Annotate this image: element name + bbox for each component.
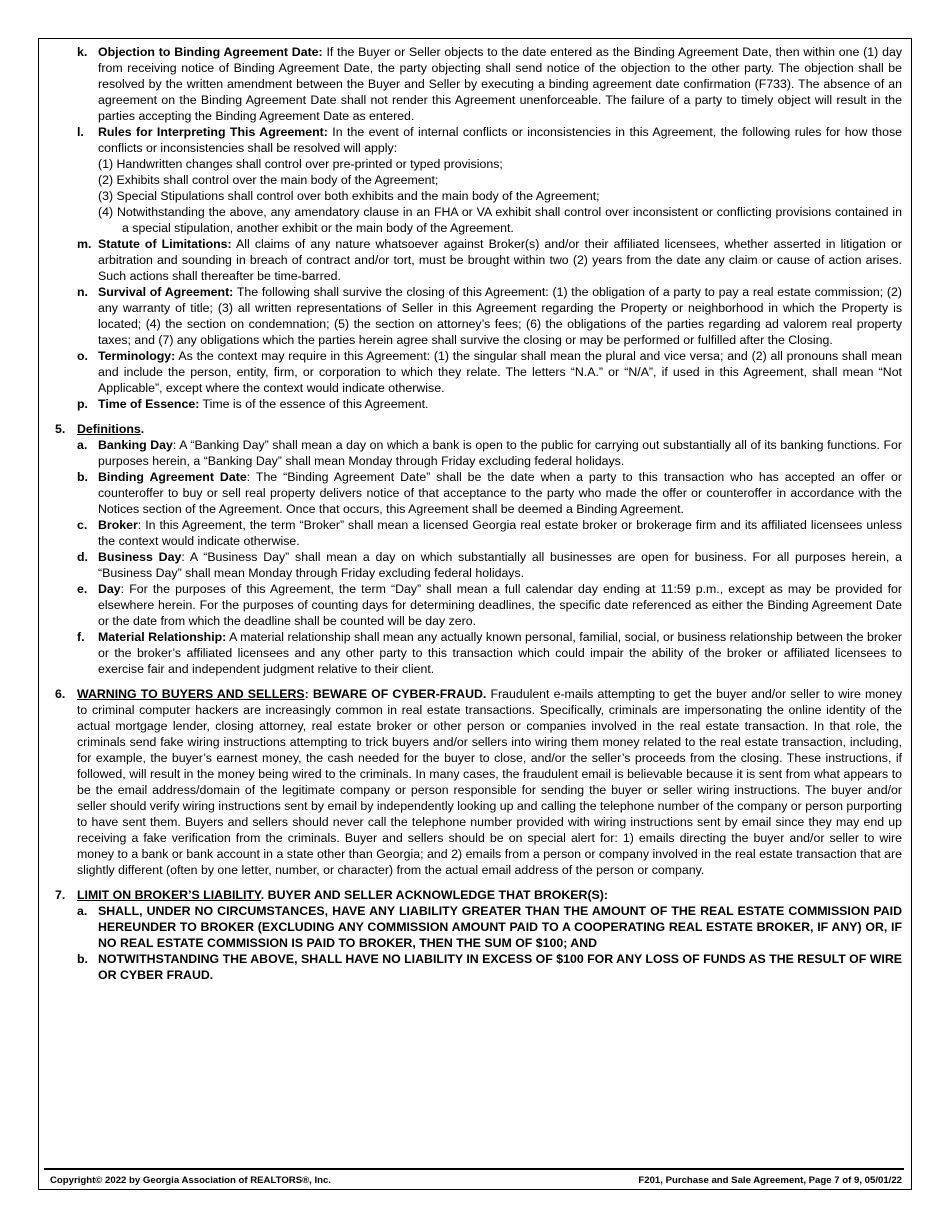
clause-title: Material Relationship: — [98, 630, 227, 644]
section-heading: WARNING TO BUYERS AND SELLERS — [77, 687, 305, 701]
clause-label: n. — [77, 285, 88, 299]
clause-text: If the Buyer or Seller objects to the date entered as the Binding Agreement Date, then within one (1) day from receiving notice of Binding Agreement Date, the party objecting shall send notice of the objection to the other party. The objection shall be resolved by the written amendment between the Buyer and Seller by executing a binding agreement date confirmation (F733). The absence of an agreement on the Binding Agreement Date shall not render this Agreement unenforceable. The failure of a party to timely object will result in the parties accepting the Binding Agreement Date as entered. — [98, 45, 902, 123]
clause-title: Rules for Interpreting This Agreement: — [98, 125, 328, 139]
clause-text: Time is of the essence of this Agreement. — [199, 397, 429, 411]
clause-text: In the event of internal conflicts or inconsistencies in this Agreement, the following rules for how those conflicts or inconsistencies shall be resolved will apply: — [98, 125, 903, 155]
clause-title: Business Day — [98, 550, 182, 564]
rule-item — [55, 172, 902, 188]
rule-item — [55, 156, 902, 172]
clause-o — [55, 348, 902, 396]
clause-label: c. — [77, 518, 88, 532]
clause-title: Banking Day — [98, 438, 173, 452]
clause-label: k. — [77, 45, 88, 59]
clause-label: l. — [77, 125, 84, 139]
clause-label: b. — [77, 952, 88, 966]
definition-banking-day — [55, 437, 902, 469]
clause-title: Objection to Binding Agreement Date: — [98, 45, 323, 59]
clause-text: : The “Binding Agreement Date” shall be the date when a party to this transaction who has accepted an offer or counteroffer to buy or sell real property delivers notice of that acceptance to the party who made the offer or counteroffer in accordance with the Notices section of the Agreement. Once that occurs, this Agreement shall be deemed a Binding Agreement. — [98, 470, 902, 516]
rule-text: (1) Handwritten changes shall control over pre-printed or typed provisions; — [98, 157, 503, 171]
clause-text: : In this Agreement, the term “Broker” shall mean a licensed Georgia real estate broker or brokerage firm and its affiliated licensees unless the context would indicate otherwise. — [98, 518, 902, 548]
rule-text: (2) Exhibits shall control over the main body of the Agreement; — [98, 173, 439, 187]
clause-label: p. — [77, 397, 88, 411]
clause-label: f. — [77, 630, 85, 644]
definition-material-relationship — [55, 629, 902, 677]
clause-label: b. — [77, 470, 88, 484]
clause-title: Time of Essence: — [98, 397, 200, 411]
definition-day — [55, 581, 902, 629]
rule-text: (3) Special Stipulations shall control over both exhibits and the main body of the Agreement; — [98, 189, 600, 203]
clause-title: Terminology: — [98, 349, 176, 363]
clause-label: a. — [77, 904, 88, 918]
clause-label: e. — [77, 582, 88, 596]
definition-business-day — [55, 549, 902, 581]
section-heading: LIMIT ON BROKER’S LIABILITY — [77, 888, 261, 902]
clause-l — [55, 124, 902, 156]
definition-binding-agreement-date — [55, 469, 902, 517]
clause-text: All claims of any nature whatsoever against Broker(s) and/or their affiliated licensees, whether asserted in litigation or arbitration and sounding in breach of contract and/or tort, must be brought within two (2) years from the date any claim or cause of action arises. Such actions shall thereafter be time-barred. — [98, 237, 902, 283]
clause-text: : A “Banking Day” shall mean a day on which a bank is open to the public for carrying out substantially all of its banking functions. For purposes herein, a “Banking Day” shall mean Monday through Friday excluding federal holidays. — [98, 438, 902, 468]
clause-title: Statute of Limitations: — [98, 237, 232, 251]
clause-title: Survival of Agreement: — [98, 285, 234, 299]
clause-text: : A “Business Day” shall mean a day on which substantially all businesses are open for business. For all purposes herein, a “Business Day” shall mean Monday through Friday excluding federal holidays. — [98, 550, 902, 580]
document-body — [55, 44, 902, 983]
section-heading-rest: : BEWARE OF CYBER-FRAUD. — [304, 687, 487, 701]
liability-clause-a — [55, 903, 902, 951]
footer-form-info: F201, Purchase and Sale Agreement, Page 7 of 9, 05/01/22 — [638, 1175, 902, 1186]
clause-text: As the context may require in this Agreement: (1) the singular shall mean the plural and vice versa; and (2) all pronouns shall mean and include the person, entity, firm, or corporation to which they relate. The letters “N.A.” or “N/A”, if used in this Agreement, shall mean “Not Applicable”, except where the context would indicate otherwise. — [98, 349, 902, 395]
liability-clause-b — [55, 951, 902, 983]
clause-text: NOTWITHSTANDING THE ABOVE, SHALL HAVE NO LIABILITY IN EXCESS OF $100 FOR ANY LOSS OF FUNDS AS THE RESULT OF WIRE OR CYBER FRAUD. — [98, 952, 902, 982]
clause-label: a. — [77, 438, 88, 452]
definition-broker — [55, 517, 902, 549]
section-cyber-fraud-warning — [55, 686, 902, 878]
clause-label: d. — [77, 550, 88, 564]
clause-title: Day — [98, 582, 121, 596]
clause-text: A material relationship shall mean any actually known personal, familial, social, or business relationship between the broker or the broker’s affiliated licensees and any other party to this transaction which could impair the ability of the broker or affiliated licensees to exercise fair and independent judgment relative to their client. — [98, 630, 902, 676]
clause-title: Broker — [98, 518, 138, 532]
clause-label: o. — [77, 349, 88, 363]
section-text: Fraudulent e-mails attempting to get the buyer and/or seller to wire money to criminal computer hackers are increasingly common in real estate transactions. Specifically, criminals are impersonating the online identity of the actual mortgage lender, closing attorney, real estate broker or other person or companies involved in the real estate transaction. In that role, the criminals send fake wiring instructions attempting to trick buyers and/or sellers into wiring them money related to the real estate transaction, including, for example, the buyer’s earnest money, the cash needed for the buyer to close, and/or the seller’s proceeds from the closing. These instructions, if followed, will result in the money being wired to the criminals. In many cases, the fraudulent email is believable because it is sent from what appears to be the email address/domain of the legitimate company or person responsible for sending the buyer or seller wiring instructions. The buyer and/or seller should verify wiring instructions sent by email by independently looking up and calling the telephone number of the company or person purporting to have sent them. Buyers and sellers should never call the telephone number provided with wiring instructions sent by email since they may end up receiving a fake verification from the criminals. Buyer and sellers should be on special alert for: 1) emails directing the buyer and/or seller to wire money to a bank or bank account in a state other than Georgia; and 2) emails from a person or company involved in the real estate transaction that are slightly different (often by one letter, number, or character) from the actual email address of the person or company. — [77, 687, 903, 877]
clause-p — [55, 396, 902, 412]
footer-divider — [44, 1168, 904, 1170]
section-definitions — [55, 421, 902, 437]
section-heading-suffix: . — [140, 422, 145, 436]
section-number: 6. — [55, 687, 66, 701]
clause-n — [55, 284, 902, 348]
clause-text: SHALL, UNDER NO CIRCUMSTANCES, HAVE ANY LIABILITY GREATER THAN THE AMOUNT OF THE REAL ESTATE COMMISSION PAID HEREUNDER TO BROKER (EXCLUDING ANY COMMISSION AMOUNT PAID TO A COOPERATING REAL ESTATE BROKER, IF ANY) OR, IF NO REAL ESTATE COMMISSION IS PAID TO BROKER, THEN THE SUM OF $100; AND — [98, 904, 902, 950]
clause-label: m. — [77, 237, 92, 251]
rule-item — [55, 204, 902, 236]
clause-k — [55, 44, 902, 124]
clause-text: : For the purposes of this Agreement, the term “Day” shall mean a full calendar day ending at 11:59 p.m., except as may be provided for elsewhere herein. For the purposes of counting days for determining deadlines, the specific date referenced as either the Binding Agreement Date or the date from which the deadline shall be counted will be day zero. — [98, 582, 902, 628]
clause-m — [55, 236, 902, 284]
section-broker-liability — [55, 887, 902, 903]
footer-copyright: Copyright© 2022 by Georgia Association of REALTORS®, Inc. — [50, 1175, 332, 1186]
section-number: 7. — [55, 888, 66, 902]
section-heading-rest: . BUYER AND SELLER ACKNOWLEDGE THAT BROKER(S): — [260, 888, 609, 902]
section-number: 5. — [55, 422, 66, 436]
clause-text: The following shall survive the closing of this Agreement: (1) the obligation of a party to pay a real estate commission; (2) any warranty of title; (3) all written representations of Seller in this Agreement regarding the Property or neighborhood in which the Property is located; (4) the section on condemnation; (5) the section on attorney’s fees; (6) the obligations of the parties regarding ad valorem real property taxes; and (7) any obligations which the parties herein agree shall survive the closing or may be performed or fulfilled after the Closing. — [98, 285, 902, 347]
rule-item — [55, 188, 902, 204]
section-heading: Definitions — [77, 422, 141, 436]
clause-title: Binding Agreement Date — [98, 470, 247, 484]
rule-text: (4) Notwithstanding the above, any amendatory clause in an FHA or VA exhibit shall control over inconsistent or conflicting provisions contained in a special stipulation, another exhibit or the main body of the Agreement. — [98, 205, 902, 235]
